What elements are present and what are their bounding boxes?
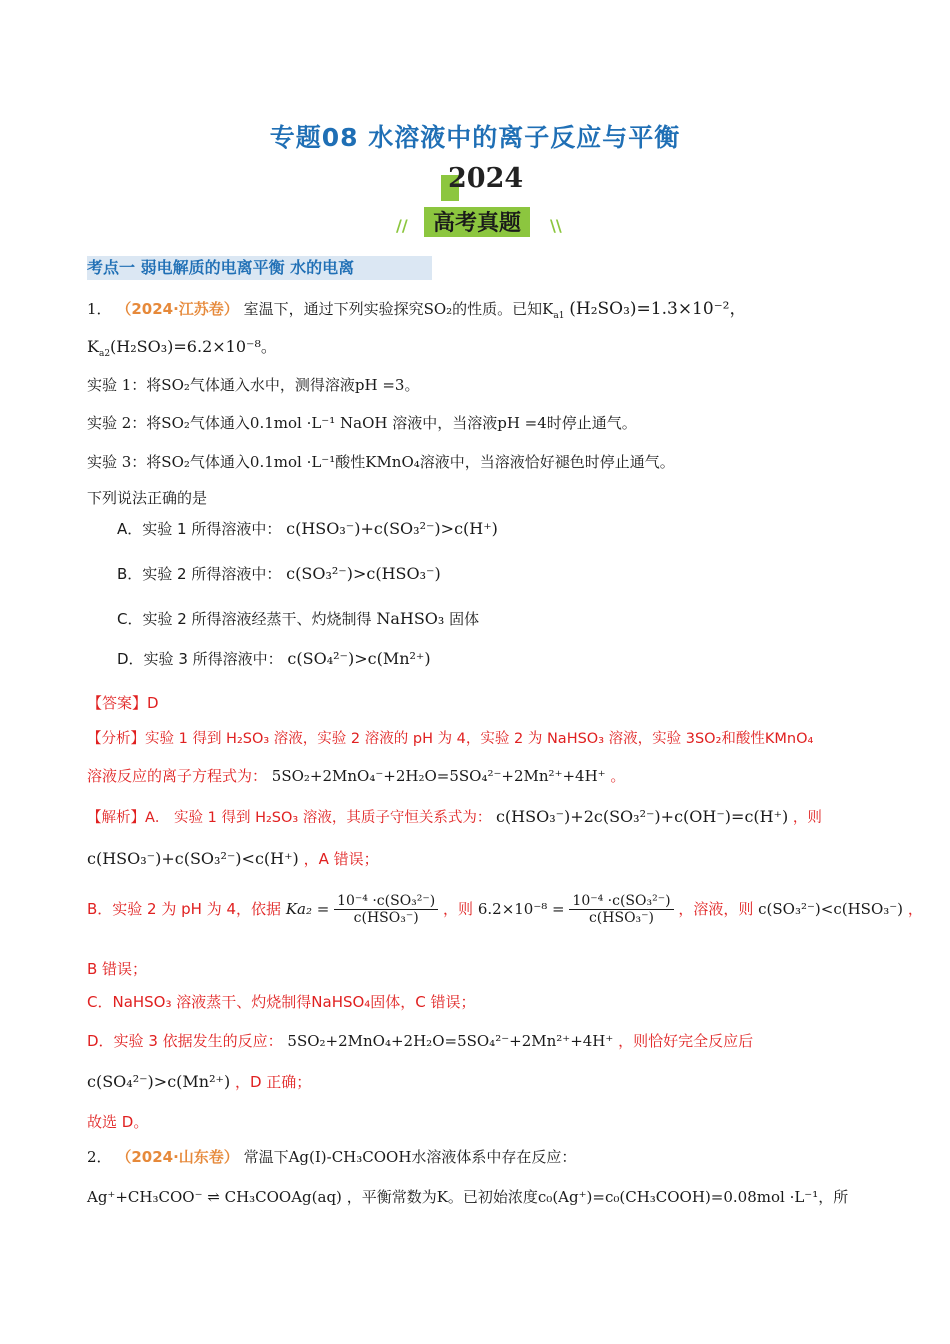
- option-c-expr: NaHSO₃: [376, 609, 445, 628]
- q2-stem-text: 常温下Ag(Ⅰ)-CH₃COOH水溶液体系中存在反应：: [243, 1148, 577, 1166]
- q2-equation-line: [87, 1186, 848, 1207]
- q1-explain-d-1: [87, 1030, 753, 1051]
- analysis-b-equation: 5SO₂+2MnO₄⁻+2H₂O=5SO₄²⁻+2Mn²⁺+4H⁺: [271, 767, 606, 785]
- option-b-expr: c(SO₃²⁻)>c(HSO₃⁻): [286, 564, 441, 583]
- q1-ka2-sub: a2: [98, 349, 111, 360]
- q1-answer: 【答案】D: [87, 694, 159, 712]
- page-title: 专题08 水溶液中的离子反应与平衡: [269, 123, 681, 152]
- fraction2-denominator: c(HSO₃⁻): [588, 910, 655, 926]
- fraction-numerator: 10⁻⁴ ·c(SO₃²⁻): [334, 893, 438, 910]
- explain-d-text: D．实验 3 依据发生的反应：: [87, 1032, 283, 1050]
- q1-prompt: 下列说法正确的是: [87, 489, 208, 507]
- q1-option-a[interactable]: [117, 518, 498, 539]
- q1-analysis-b: [87, 765, 625, 786]
- fraction-denominator: c(HSO₃⁻): [353, 910, 419, 926]
- section-heading: 考点一 弱电解质的电离平衡 水的电离: [87, 256, 432, 280]
- q1-explain-b: [87, 893, 923, 926]
- option-a-expr: c(HSO₃⁻)+c(SO₃²⁻)>c(H⁺): [286, 519, 498, 538]
- q1-explain-a-1: [87, 806, 822, 827]
- q1-explain-a-2: [87, 848, 379, 869]
- explain-b-mid: ，溶液，则: [678, 900, 754, 918]
- explain-b-text: B．实验 2 为 pH 为 4，依据: [87, 900, 282, 918]
- explain-d2-equation: c(SO₄²⁻)>c(Mn²⁺): [87, 1072, 231, 1091]
- q1-stem-text: 室温下，通过下列实验探究SO₂的性质。已知K: [243, 300, 554, 318]
- analysis-b-end: 。: [610, 767, 626, 785]
- option-a-label: A．实验 1 所得溶液中：: [117, 520, 282, 538]
- q1-stem: [87, 294, 746, 321]
- year-heading: 2024: [448, 163, 524, 194]
- explain-a2-equation: c(HSO₃⁻)+c(SO₃²⁻)<c(H⁺): [87, 849, 299, 868]
- q2-equation: Ag⁺+CH₃COO⁻ ⇌ CH₃COOAg(aq): [87, 1188, 342, 1206]
- q1-ka2-k: K: [87, 337, 99, 356]
- q1-option-d[interactable]: [117, 648, 431, 669]
- q1-ka2-expr: (H₂SO₃)=6.2×10⁻⁸。: [110, 337, 277, 356]
- option-d-expr: c(SO₄²⁻)>c(Mn²⁺): [287, 649, 431, 668]
- explain-a-end: ，则: [792, 810, 822, 826]
- option-d-label: D．实验 3 所得溶液中：: [117, 650, 283, 668]
- explain-d-equation: 5SO₂+2MnO₄+2H₂O=5SO₄²⁻+2Mn²⁺+4H⁺: [287, 1032, 614, 1050]
- q2-number: 2．: [87, 1148, 112, 1166]
- q2-stem: [87, 1146, 576, 1167]
- q1-exp3: 实验 3：将SO₂气体通入0.1mol ·L⁻¹酸性KMnO₄溶液中，当溶液恰好褪色时停止通气。: [87, 453, 675, 471]
- q1-explain-c: C．NaHSO₃ 溶液蒸干、灼烧制得NaHSO₄固体，C 错误；: [87, 993, 476, 1011]
- explain-b-value: 6.2×10⁻⁸ =: [477, 900, 565, 918]
- q1-exp1: 实验 1：将SO₂气体通入水中，测得溶液pH =3。: [87, 376, 420, 394]
- badge-slash-left: //: [396, 216, 408, 235]
- option-c-label: C．实验 2 所得溶液经蒸干、灼烧制得: [117, 610, 372, 628]
- explain-b-ka: Ka₂ =: [285, 900, 330, 918]
- analysis-b-text: 溶液反应的离子方程式为：: [87, 767, 268, 785]
- explain-b-then: ，则: [443, 900, 474, 918]
- q1-ka2: [87, 334, 277, 359]
- q2-equation-tail: ，平衡常数为K。已初始浓度c₀(Ag⁺)=c₀(CH₃COOH)=0.08mol ·L⁻¹，所: [346, 1188, 849, 1206]
- explain-b-fraction: [334, 893, 438, 926]
- badge-label: 高考真题: [432, 211, 521, 236]
- explain-b-inequality: c(SO₃²⁻)<c(HSO₃⁻): [758, 900, 904, 918]
- explain-b-fraction-2: [569, 893, 673, 926]
- q1-number: 1．: [87, 300, 112, 318]
- explain-b-comma: ，: [907, 900, 923, 918]
- q1-analysis-a: 【分析】实验 1 得到 H₂SO₃ 溶液，实验 2 溶液的 pH 为 4，实验 2 为 NaHSO₃ 溶液，实验 3SO₂和酸性KMnO₄: [87, 731, 814, 747]
- q1-conclusion: 故选 D。: [87, 1113, 149, 1131]
- q1-explain-d-2: [87, 1071, 311, 1092]
- q1-option-c[interactable]: [117, 608, 479, 629]
- q1-ka1-sub: a1: [553, 311, 565, 321]
- explain-a-text: 【解析】A． 实验 1 得到 H₂SO₃ 溶液，其质子守恒关系式为：: [87, 810, 492, 826]
- q1-option-b[interactable]: [117, 563, 441, 584]
- option-c-tail: 固体: [449, 610, 480, 628]
- q1-source: （2024·江苏卷）: [116, 300, 239, 318]
- q1-ka1-expr: (H₂SO₃)=1.3×10⁻²，: [569, 299, 747, 319]
- badge-slash-right: \\: [550, 216, 562, 235]
- q1-exp2: 实验 2：将SO₂气体通入0.1mol ·L⁻¹ NaOH 溶液中，当溶液pH =4时停止通气。: [87, 414, 637, 432]
- explain-a-equation: c(HSO₃⁻)+2c(SO₃²⁻)+c(OH⁻)=c(H⁺): [495, 807, 789, 826]
- fraction2-numerator: 10⁻⁴ ·c(SO₃²⁻): [569, 893, 673, 910]
- explain-a2-end: ，A 错误；: [303, 850, 379, 868]
- option-b-label: B．实验 2 所得溶液中：: [117, 565, 282, 583]
- q2-source: （2024·山东卷）: [116, 1148, 239, 1166]
- q1-explain-b-end: B 错误；: [87, 960, 148, 978]
- explain-d-end: ，则恰好完全反应后: [618, 1032, 754, 1050]
- explain-d2-end: ，D 正确；: [234, 1073, 312, 1091]
